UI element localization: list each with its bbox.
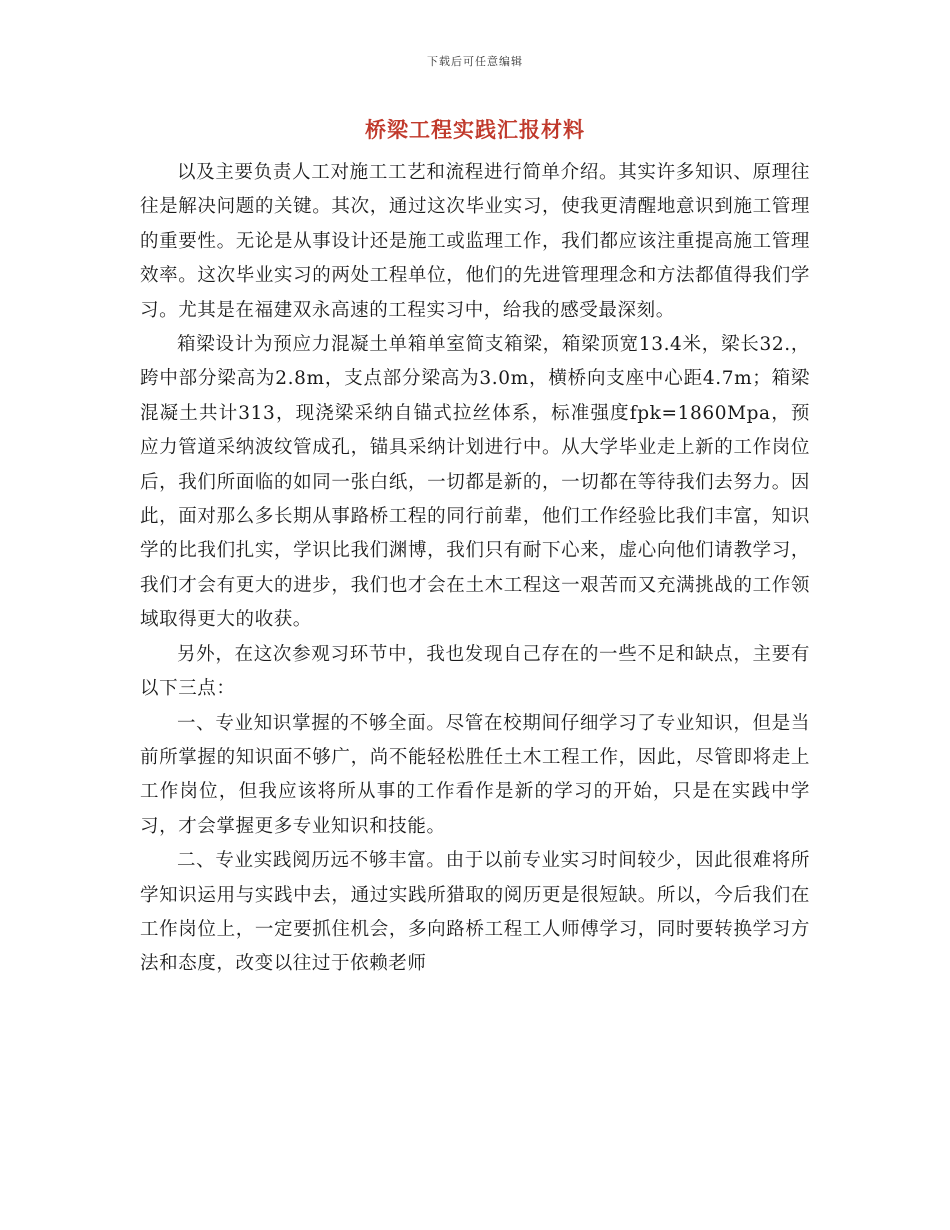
document-body — [140, 156, 810, 982]
paragraph-point-two: 二、专业实践阅历远不够丰富。由于以前专业实习时间较少，因此很难将所学知识运用与实践中去，通过实践所猎取的阅历更是很短缺。所以，今后我们在工作岗位上，一定要抓住机会，多向路桥工程工人师傅学习，同时要转换学习方法和态度，改变以往过于依赖老师 — [140, 850, 810, 975]
paragraph-box-girder: 箱梁设计为预应力混凝土单箱单室简支箱梁，箱梁顶宽13.4米，梁长32.，跨中部分梁高为2.8m，支点部分梁高为3.0m，横桥向支座中心距4.7m；箱梁混凝土共计313，现浇梁采纳自锚式拉丝体系，标准强度fpk=1860Mpa，预应力管道采纳波纹管成孔，锚具采纳计划进行中。从大学毕业走上新的工作岗位后，我们所面临的如同一张白纸，一切都是新的，一切都在等待我们去努力。因此，面对那么多长期从事路桥工程的同行前辈，他们工作经验比我们丰富，知识学的比我们扎实，学识比我们渊博，我们只有耐下心来，虚心向他们请教学习，我们才会有更大的进步，我们也才会在土木工程这一艰苦而又充满挑战的工作领域取得更大的收获。 — [140, 334, 810, 631]
document-title: 桥梁工程实践汇报材料 — [365, 117, 585, 142]
page-header-note: 下载后可任意编辑 — [427, 55, 523, 68]
paragraph-point-one: 一、专业知识掌握的不够全面。尽管在校期间仔细学习了专业知识，但是当前所掌握的知识面不够广，尚不能轻松胜任土木工程工作，因此，尽管即将走上工作岗位，但我应该将所从事的工作看作是新的学习的开始，只是在实践中学习，才会掌握更多专业知识和技能。 — [140, 712, 810, 837]
paragraph-intro: 以及主要负责人工对施工工艺和流程进行简单介绍。其实许多知识、原理往往是解决问题的关键。其次，通过这次毕业实习，使我更清醒地意识到施工管理的重要性。无论是从事设计还是施工或监理工作，我们都应该注重提高施工管理效率。这次毕业实习的两处工程单位，他们的先进管理理念和方法都值得我们学习。尤其是在福建双永高速的工程实习中，给我的感受最深刻。 — [140, 162, 810, 321]
paragraph-shortcomings: 另外，在这次参观习环节中，我也发现自己存在的一些不足和缺点，主要有以下三点： — [140, 643, 810, 700]
